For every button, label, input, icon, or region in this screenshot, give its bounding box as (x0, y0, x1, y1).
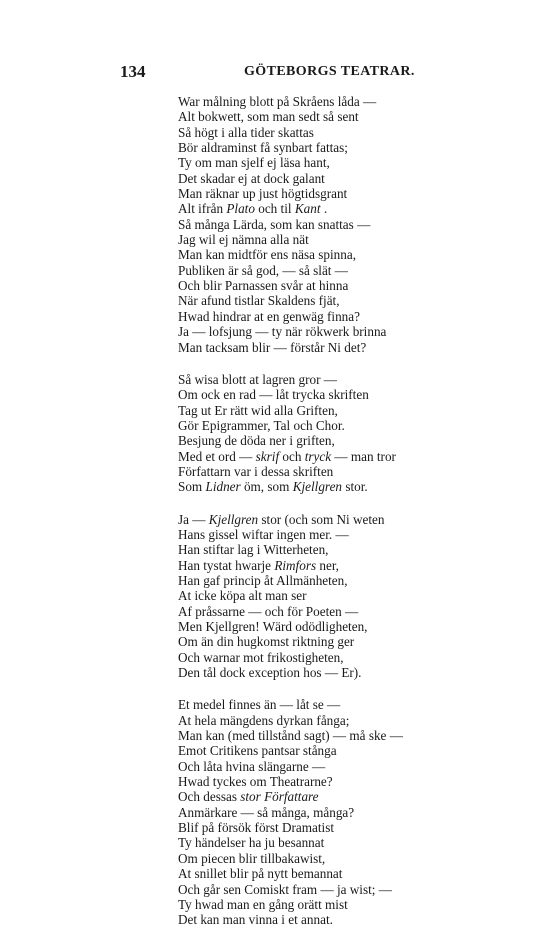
verse-line: Blif på försök först Dramatist (178, 820, 335, 836)
verse-line: Om än din hugkomst riktning ger (178, 634, 355, 650)
verse-line: Hwad hindrar at en genwäg finna? (178, 308, 360, 324)
verse-line: Alt bokwett, som man sedt så sent (178, 109, 359, 125)
verse-text: Han tystat hwarje (178, 557, 275, 573)
verse-line (178, 479, 498, 494)
verse-line: Emot Critikens pantsar stånga (178, 743, 337, 759)
verse-text: öm, som (240, 479, 293, 495)
verse-line: Så högt i alla tider skattas (178, 124, 314, 140)
page-number: 134 (120, 62, 146, 81)
verse-line: Så många Lärda, som kan snattas — (178, 216, 371, 232)
italic-text: Rimfors (274, 557, 317, 573)
verse-line: Författarn var i dessa skriften (178, 463, 334, 479)
italic-text: skrif (255, 448, 280, 464)
verse-line: Man tacksam blir — förstår Ni det? (178, 339, 367, 355)
stanza-2 (178, 372, 498, 495)
verse-line: Et medel finnes än — låt se — (178, 697, 341, 713)
verse-line: Anmärkare — så många, många? (178, 804, 355, 820)
verse-line: Men Kjellgren! Wärd odödligheten, (178, 619, 368, 634)
verse-line: Ty händelser ha ju besannat (178, 835, 325, 851)
verse-line: Gör Epigrammer, Tal och Chor. (178, 417, 345, 433)
verse-line: Det skadar ej at dock galant (178, 170, 325, 186)
verse-line: Och warnar mot frikostigheten, (178, 649, 344, 665)
verse-line: Han stiftar lag i Witterheten, (178, 542, 329, 558)
verse-line: Han gaf princip åt Allmänheten, (178, 572, 348, 588)
verse-text: stor (och som Ni weten (258, 511, 385, 527)
verse-line: Publiken är så god, — så slät — (178, 262, 348, 278)
italic-text: Kjellgren (292, 479, 343, 495)
verse-line: Om ock en rad — låt trycka skriften (178, 387, 369, 403)
verse-line (178, 558, 498, 573)
verse-line: Besjung de döda ner i griften, (178, 433, 335, 449)
stanza-1 (178, 94, 498, 355)
verse-text: och (279, 448, 305, 464)
verse-line (178, 449, 498, 464)
verse-line: Och blir Parnassen svår at hinna (178, 278, 349, 294)
verse-text: och til (254, 201, 295, 217)
italic-text: Kjellgren (208, 511, 259, 527)
verse-text: Och dessas (178, 789, 241, 805)
verse-line: Ty om man sjelf ej läsa hant, (178, 155, 330, 171)
verse-text: Alt ifrån (178, 201, 227, 217)
verse-line: Tag ut Er rätt wid alla Griften, (178, 402, 338, 418)
verse-line: Hans gissel wiftar ingen mer. — (178, 526, 349, 542)
verse-line: Man räknar up just högtidsgrant (178, 186, 348, 202)
running-head: GÖTEBORGS TEATRAR. (244, 64, 415, 79)
verse-text: Ja — (178, 511, 209, 527)
verse-text: Som (178, 479, 206, 495)
verse-line: Ja — lofsjung — ty när rökwerk brinna (178, 324, 387, 340)
italic-text: stor Författare (240, 789, 319, 805)
verse-line: Man kan (med tillstånd sagt) — må ske — (178, 728, 403, 744)
verse-line: Så wisa blott at lagren gror — (178, 371, 337, 387)
verse-line: At icke köpa alt man ser (178, 588, 307, 604)
verse-line: At snillet blir på nytt bemannat (178, 866, 343, 882)
verse-text: — man tror (331, 448, 396, 464)
stanza-4 (178, 697, 498, 927)
verse-text: . (320, 201, 328, 217)
verse-line: Och går sen Comiskt fram — ja wist; — (178, 881, 392, 897)
verse-line: War målning blott på Skråens låda — (178, 94, 377, 109)
verse-line: Den tål dock exception hos — Er). (178, 665, 362, 681)
italic-text: Kant (294, 201, 321, 217)
verse-line: Af pråssarne — och för Poeten — (178, 603, 359, 619)
verse-line: Och låta hvina slängarne — (178, 758, 326, 774)
page-header (120, 62, 480, 82)
verse-line (178, 789, 498, 804)
verse-line: Det kan man vinna i et annat. (178, 912, 333, 928)
verse-text: stor. (342, 479, 368, 495)
poem-body (178, 94, 498, 945)
verse-text: Med et ord — (178, 448, 256, 464)
verse-line: Om piecen blir tillbakawist, (178, 850, 326, 866)
italic-text: tryck (304, 448, 332, 464)
verse-line (178, 512, 498, 527)
verse-line: Bör aldraminst få synbart fattas; (178, 140, 348, 156)
stanza-3 (178, 512, 498, 681)
verse-line (178, 201, 498, 216)
italic-text: Plato (226, 201, 255, 217)
verse-line: Jag wil ej nämna alla nät (178, 232, 309, 248)
verse-line: När afund tistlar Skaldens fjät, (178, 293, 340, 309)
verse-line: Ty hwad man en gång orätt mist (178, 896, 348, 912)
verse-text: ner, (316, 557, 339, 573)
italic-text: Lidner (205, 479, 241, 495)
verse-line: At hela mängdens dyrkan fånga; (178, 712, 350, 728)
verse-line: Hwad tyckes om Theatrarne? (178, 774, 333, 790)
verse-line: Man kan midtför ens näsa spinna, (178, 247, 356, 263)
